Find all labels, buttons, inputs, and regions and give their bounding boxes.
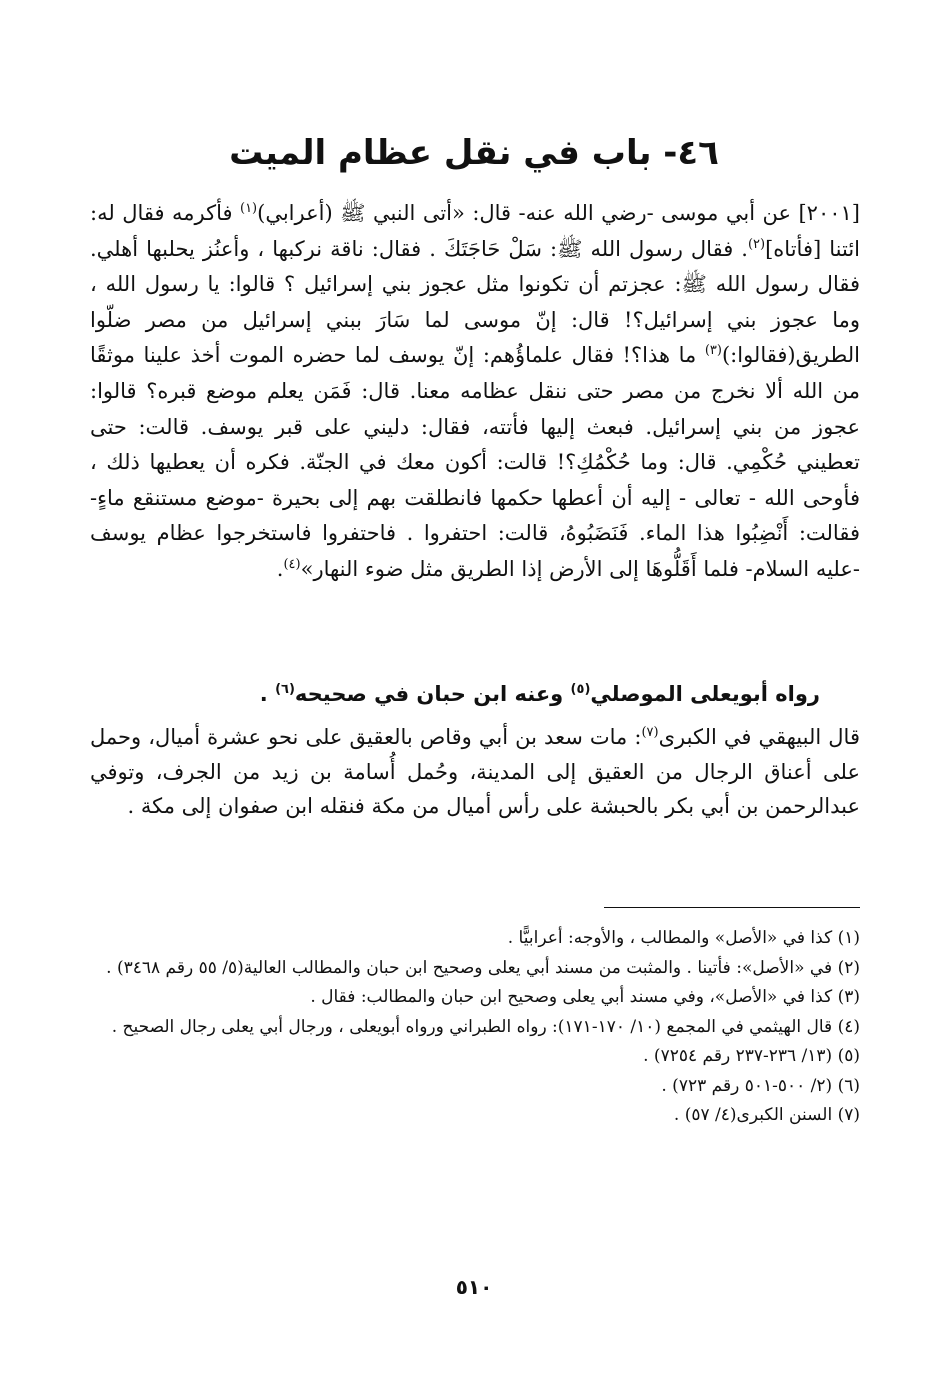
hadith-text-part: . فقال رسول الله ﷺ: سَلْ حَاجَتَكَ . فقال: ناقة نركبها ، وأعنُز يحلبها أهلي. فقال رسول الله ﷺ: عجزتم أن تكونوا مثل عجوز بني إسرائيل ؟ قالوا: يا رسول الله ، وما عجوز بني إسرائيل؟! قال: إنّ موسى لما سَارَ ببني إسرائيل من مصر ضلّوا الطريق(فقالوا:) (90, 236, 860, 368)
commentary-paragraph (90, 720, 860, 824)
narration-line (90, 676, 820, 712)
footnote-3: (٣) كذا في «الأصل»، وفي مسند أبي يعلى وصحيح ابن حبان والمطالب: فقال . (310, 987, 860, 1007)
footnote-7: (٧) السنن الكبرى(٤/ ٥٧) . (673, 1105, 860, 1125)
narration-text: وعنه ابن حبان في صحيحه (294, 682, 571, 706)
footnote-ref: (٥) (570, 682, 591, 697)
hadith-text-part: فأكرمه فقال له: ائتنا [فأتاه] (90, 201, 860, 261)
chapter-title: ٤٦- باب في نقل عظام الميت (229, 133, 719, 173)
footnote-5: (٥) (١٣/ ٢٣٦-٢٣٧ رقم ٧٢٥٤) . (643, 1046, 860, 1066)
commentary-text: : مات سعد بن أبي وقاص بالعقيق على نحو عشرة أميال، وحمل على أعناق الرجال من العقيق إلى المدينة، وحُمل أُسامة بن زيد من الجرف، وتوفي عبدالرحمن بن أبي بكر بالحبشة على رأس أميال من مكة فنقله ابن صفوان إلى مكة . (90, 725, 860, 818)
footnotes-list (90, 925, 860, 1132)
footnote-ref: (٣) (704, 343, 722, 359)
footnote-4: (٤) قال الهيثمي في المجمع (١٠/ ١٧٠-١٧١): رواه الطبراني ورواه أبويعلى ، ورجال أبي يعلى رجال الصحيح . (111, 1016, 860, 1037)
footnote-ref: (٦) (275, 682, 295, 697)
footnote-1: (١) كذا في «الأصل» والمطالب ، والأوجه: أعرابيًّا . (507, 928, 860, 948)
footnote-ref: (٧) (641, 725, 659, 740)
footnote-2: (٢) في «الأصل»: فأتينا . والمثبت من مسند أبي يعلى وصحيح ابن حبان والمطالب العالية(٥/ ٥٥ رقم ٣٤٦٨) . (106, 957, 860, 978)
hadith-text-part: . (276, 556, 284, 581)
footnote-divider (604, 907, 860, 908)
page-number: ٥١٠ (455, 1275, 493, 1299)
footnote-ref: (١) (239, 201, 258, 216)
footnote-ref: (٤) (283, 556, 301, 572)
hadith-text-part: [٢٠٠١] عن أبي موسى -رضي الله عنه- قال: «أتى النبي ﷺ (أعرابي) (257, 201, 860, 225)
footnote-ref: (٢) (747, 236, 766, 252)
hadith-text-part: ما هذا؟! فقال علماؤُهم: إنّ يوسف لما حضره الموت أخذ علينا موثقًا من الله ألا نخرج من مصر حتى ننقل عظامه معنا. قال: فَمَن يعلم موضع قبره؟ قالوا: عجوز من بني إسرائيل. فبعث إليها فأتته، فقال: دليني على قبر يوسف. قالت: حتى تعطيني حُكْمِي. قال: وما حُكْمُكِ؟! قالت: أكون معك في الجنّة. فكره أن يعطيها ذلك ، فأوحى الله - تعالى - إليه أن أعطها حكمها فانطلقت بهم إلى بحيرة -موضع مستنقع ماءٍ- فقالت: أَنْضِبُوا هذا الماء. فَنَضَبُوهُ، قالت: احتفروا . فاحتفروا فاستخرجوا عظام يوسف -عليه السلام- فلما أَقَلُّوهَا إلى الأرض إذا الطريق مثل ضوء النهار» (90, 343, 861, 581)
narration-text: رواه أبويعلى الموصلي (590, 682, 820, 706)
footnote-6: (٦) (٢/ ٥٠٠-٥٠١ رقم ٧٢٣) . (661, 1075, 860, 1096)
hadith-text (90, 196, 860, 588)
commentary-text: قال البيهقي في الكبرى (658, 725, 860, 749)
narration-text: . (259, 682, 276, 706)
